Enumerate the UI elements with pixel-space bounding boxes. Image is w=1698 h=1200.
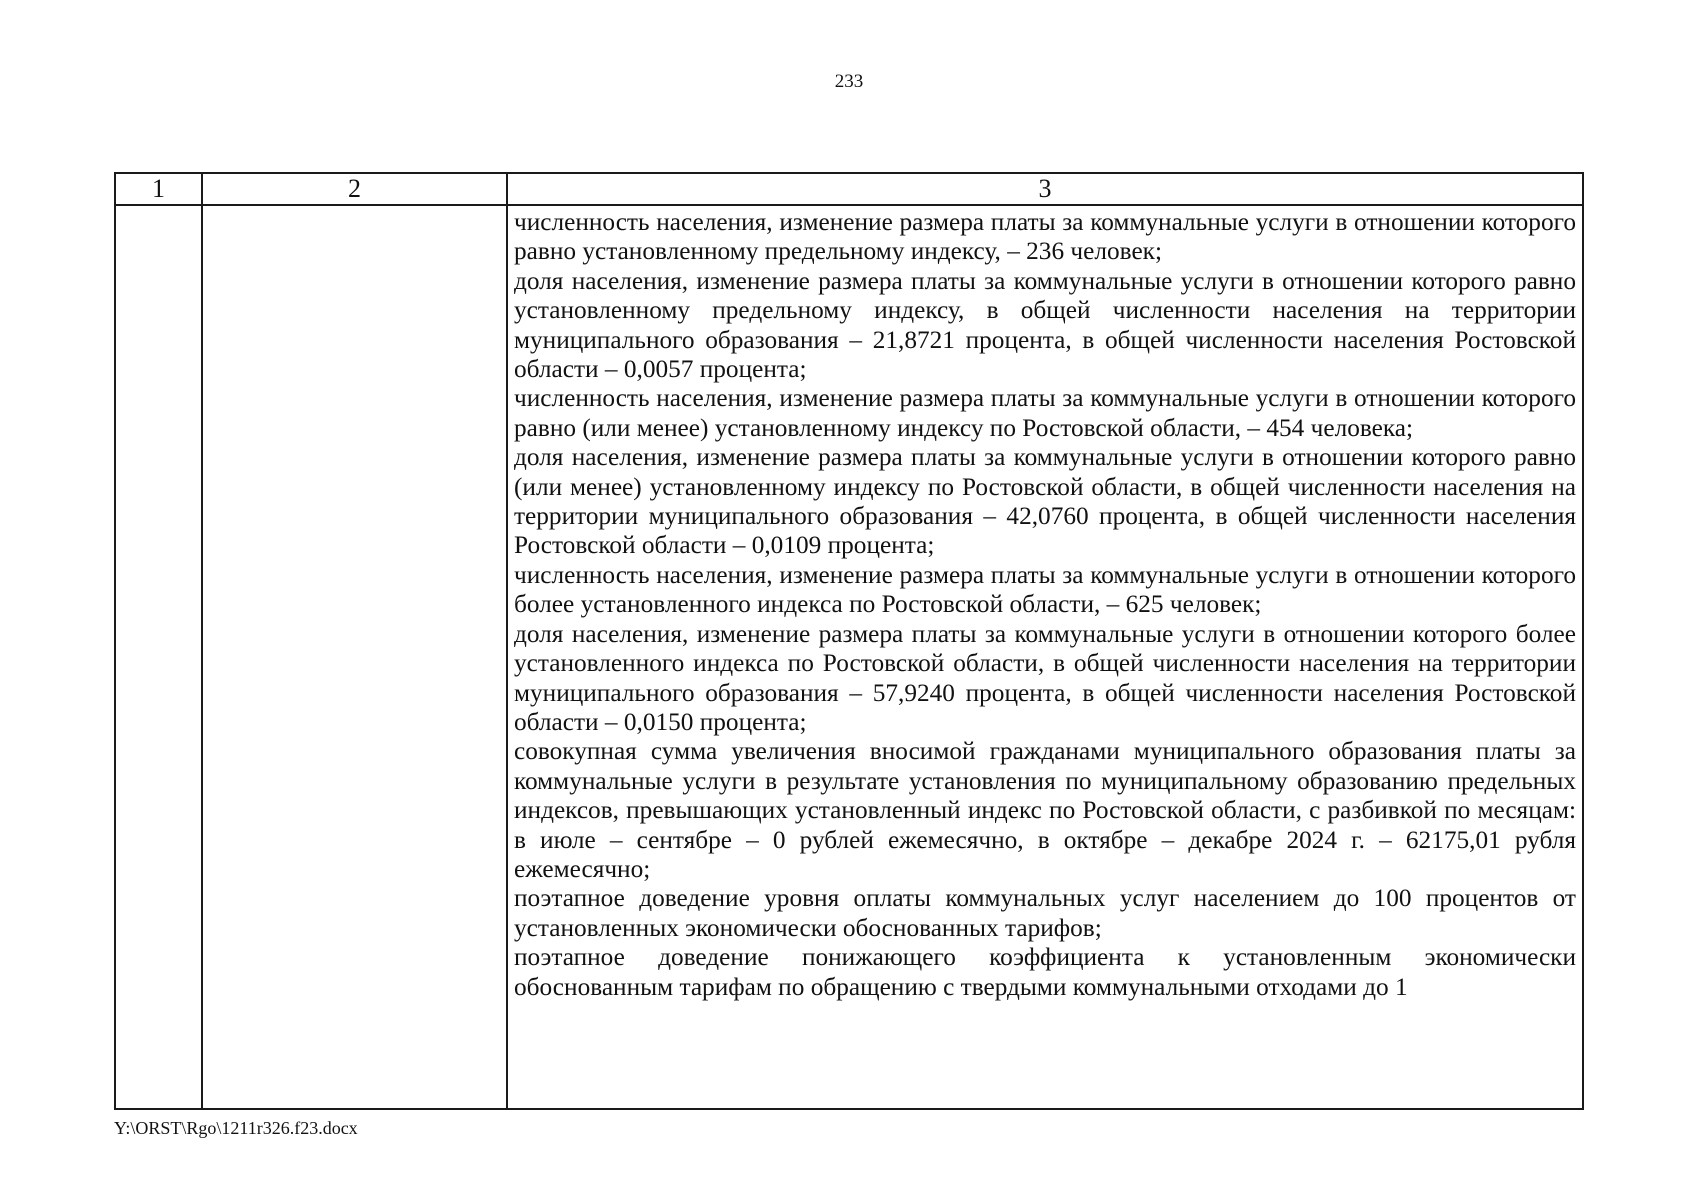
footer-file-path: Y:\ORST\Rgo\1211r326.f23.docx <box>114 1118 358 1138</box>
paragraph-gradual-reduction-coefficient: поэтапное доведение понижающего коэффициента к установленным экономически обоснованным тарифам по обращению с твердыми коммунальными отходами до 1 <box>514 943 1576 1001</box>
paragraph-population-share-equal-or-less-index: доля населения, изменение размера платы за коммунальные услуги в отношении которого равно (или менее) установленному индексу по Ростовской области, в общей численности населения на территории муниципального образования – 42,0760 процента, в общей численности населения Ростовской области – 0,0109 процента; <box>514 443 1576 560</box>
cell-column-3 <box>507 205 1583 1109</box>
paragraph-population-count-equal-limit: численность населения, изменение размера платы за коммунальные услуги в отношении которого равно установленному предельному индексу, – 236 человек; <box>514 208 1576 266</box>
content-table <box>114 172 1584 1110</box>
column-header-2: 2 <box>202 173 507 205</box>
paragraph-population-count-above-index: численность населения, изменение размера платы за коммунальные услуги в отношении которого более установленного индекса по Ростовской области, – 625 человек; <box>514 560 1576 619</box>
column-header-1: 1 <box>115 173 202 205</box>
paragraph-gradual-payment-level: поэтапное доведение уровня оплаты коммунальных услуг населением до 100 процентов от установленных экономически обоснованных тарифов; <box>514 884 1576 942</box>
page-number: 233 <box>834 71 864 92</box>
cell-column-2 <box>202 205 507 1109</box>
paragraph-population-share-equal-limit: доля населения, изменение размера платы за коммунальные услуги в отношении которого равно установленному предельному индексу, в общей численности населения на территории муниципального образования – 21,8721 процента, в общей численности населения Ростовской области – 0,0057 процента; <box>514 266 1576 384</box>
column-header-3: 3 <box>507 173 1583 205</box>
paragraph-population-share-above-index: доля населения, изменение размера платы за коммунальные услуги в отношении которого более установленного индекса по Ростовской области, в общей численности населения на территории муниципального образования – 57,9240 процента, в общей численности населения Ростовской области – 0,0150 процента; <box>514 619 1576 736</box>
paragraph-total-payment-increase: совокупная сумма увеличения вносимой гражданами муниципального образования платы за коммунальные услуги в результате установления по муниципальному образованию предельных индексов, превышающих установленный индекс по Ростовской области, с разбивкой по месяцам: в июле – сентябре – 0 рублей ежемесячно, в октябре – декабре 2024 г. – 62175,01 рубля ежемесячно; <box>514 737 1576 883</box>
table-header-row <box>115 173 1583 205</box>
table-row <box>115 205 1583 1109</box>
paragraph-population-count-equal-or-less-index: численность населения, изменение размера платы за коммунальные услуги в отношении которого равно (или менее) установленному индексу по Ростовской области, – 454 человека; <box>514 384 1576 442</box>
cell-column-1 <box>115 205 202 1109</box>
